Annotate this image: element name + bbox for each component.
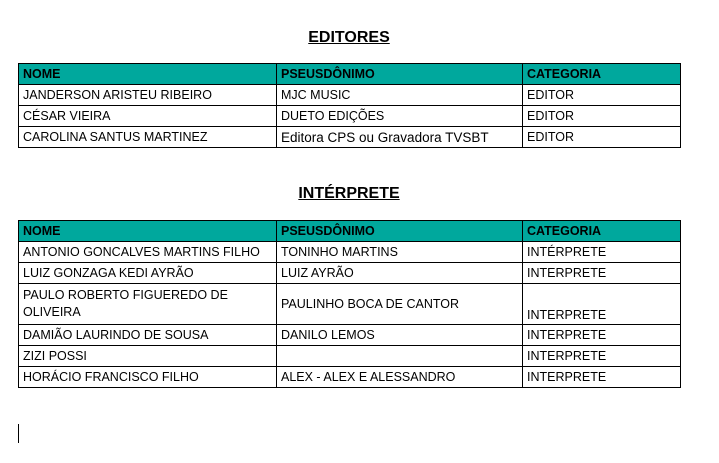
column-header-pseudonimo: PSEUSDÔNIMO [277,64,523,85]
cell-nome[interactable]: DAMIÃO LAURINDO DE SOUSA [19,325,277,346]
cell-pseudonimo[interactable]: ALEX - ALEX E ALESSANDRO [277,367,523,388]
editores-table [18,63,681,148]
cell-categoria[interactable]: INTÉRPRETE [523,242,681,263]
interprete-table [18,220,681,388]
table-header-row [19,64,681,85]
column-header-nome: NOME [19,221,277,242]
cell-categoria[interactable]: INTERPRETE [523,367,681,388]
cell-pseudonimo[interactable]: MJC MUSIC [277,85,523,106]
cell-nome[interactable]: JANDERSON ARISTEU RIBEIRO [19,85,277,106]
cell-nome[interactable]: CÉSAR VIEIRA [19,106,277,127]
cell-nome[interactable]: PAULO ROBERTO FIGUEREDO DE OLIVEIRA [19,284,277,325]
cell-nome[interactable]: HORÁCIO FRANCISCO FILHO [19,367,277,388]
column-header-nome: NOME [19,64,277,85]
table-row [19,127,681,148]
cell-pseudonimo[interactable] [277,346,523,367]
column-header-categoria: CATEGORIA [523,64,681,85]
cell-categoria[interactable]: INTERPRETE [523,325,681,346]
table-row [19,85,681,106]
cell-nome[interactable]: LUIZ GONZAGA KEDI AYRÃO [19,263,277,284]
cell-categoria[interactable]: EDITOR [523,85,681,106]
cell-nome[interactable]: ZIZI POSSI [19,346,277,367]
interprete-title: INTÉRPRETE [298,185,400,202]
column-header-categoria: CATEGORIA [523,221,681,242]
table-row [19,325,681,346]
text-cursor [18,424,19,443]
table-row [19,367,681,388]
cell-categoria[interactable]: INTERPRETE [523,346,681,367]
column-header-pseudonimo: PSEUSDÔNIMO [277,221,523,242]
table-row [19,346,681,367]
cell-categoria[interactable]: INTERPRETE [523,263,681,284]
table-row [19,284,681,325]
table-header-row [19,221,681,242]
cell-categoria[interactable]: INTERPRETE [523,284,681,325]
editores-title: EDITORES [308,29,390,46]
cell-categoria[interactable]: EDITOR [523,106,681,127]
cell-pseudonimo[interactable]: PAULINHO BOCA DE CANTOR [277,284,523,325]
cell-pseudonimo[interactable]: DUETO EDIÇÕES [277,106,523,127]
table-row [19,106,681,127]
cell-pseudonimo[interactable]: Editora CPS ou Gravadora TVSBT [277,127,523,148]
cell-nome[interactable]: ANTONIO GONCALVES MARTINS FILHO [19,242,277,263]
cell-nome[interactable]: CAROLINA SANTUS MARTINEZ [19,127,277,148]
cell-categoria[interactable]: EDITOR [523,127,681,148]
cell-pseudonimo[interactable]: TONINHO MARTINS [277,242,523,263]
cell-pseudonimo[interactable]: LUIZ AYRÃO [277,263,523,284]
table-row [19,242,681,263]
cell-pseudonimo[interactable]: DANILO LEMOS [277,325,523,346]
table-row [19,263,681,284]
